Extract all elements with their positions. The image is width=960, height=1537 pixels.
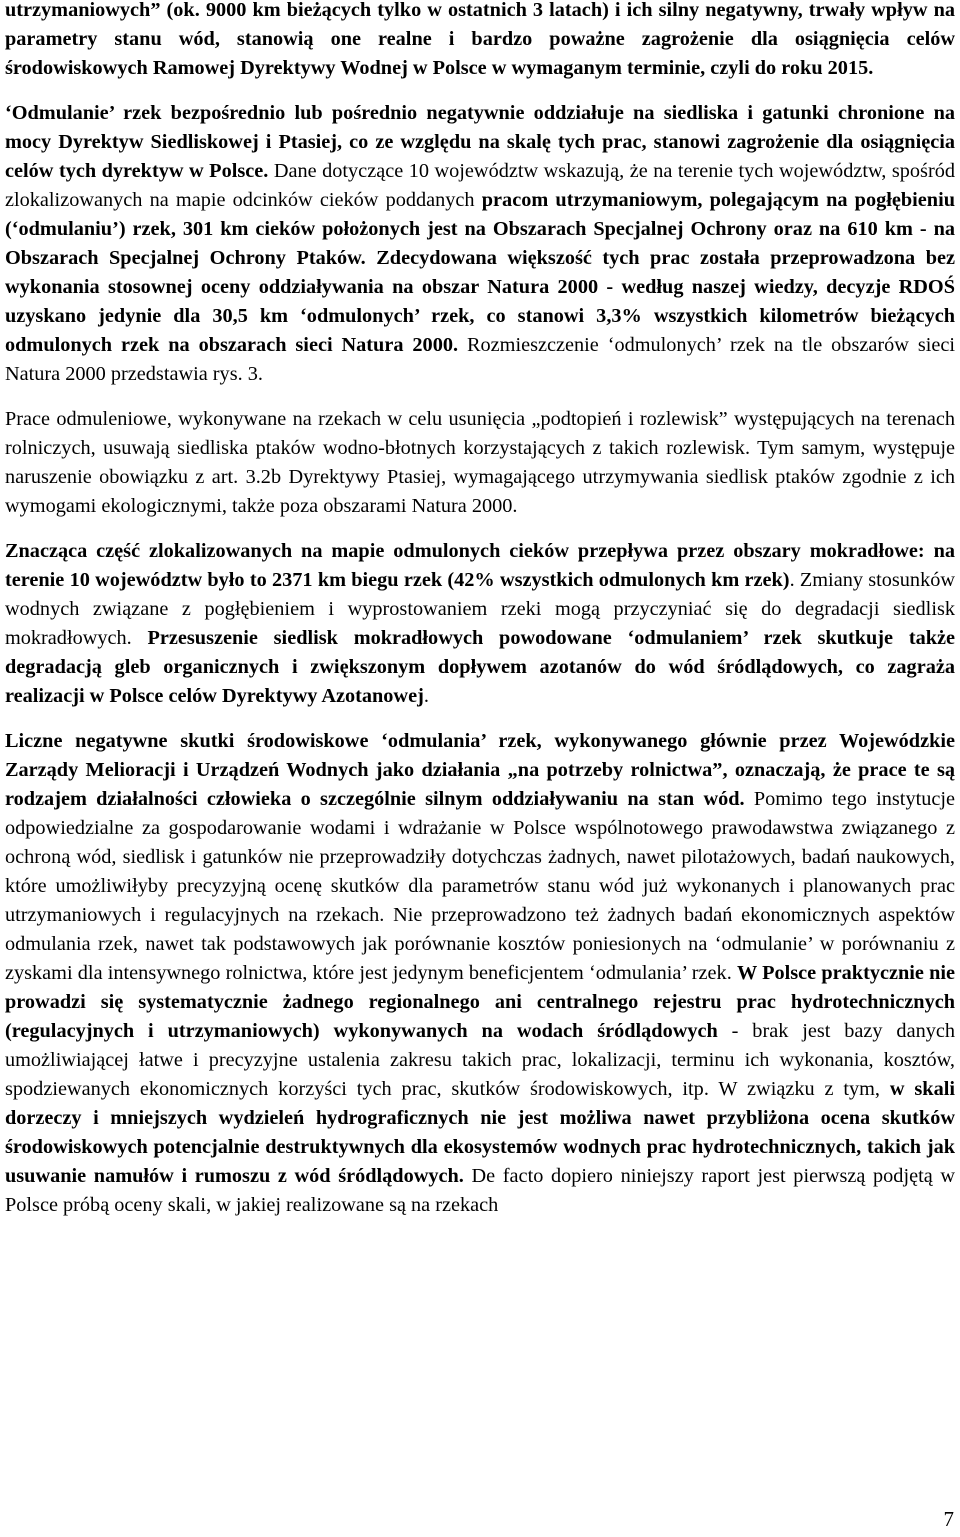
text-segment: . Zmiany stosunków wodnych związane z pogłębieniem i wyprostowaniem rzeki mogą przyczyniać się do degradacji siedlisk mokradłowych. — [5, 569, 956, 649]
paragraph — [5, 0, 955, 83]
bold-text-segment: utrzymaniowych” (ok. 9000 km bieżących tylko w ostatnich 3 latach) i ich silny negatywny, trwały wpływ na parametry stanu wód, stanowią one realne i bardzo poważne zagrożenie dla osiągnięcia celów środowiskowych Ramowej Dyrektywy Wodnej w Polsce w wymaganym terminie, czyli do roku 2015. — [5, 0, 955, 79]
body-text — [5, 0, 955, 1220]
text-segment: . — [423, 685, 429, 707]
bold-text-segment: w skali dorzeczy i mniejszych wydzieleń hydrograficznych nie jest możliwa nawet przybliżona ocena skutków środowiskowych potencjalnie destruktywnych dla ekosystemów wodnych prac hydrotechnicznych, takich jak usuwanie namułów i rumoszu z wód śródlądowych. — [5, 1078, 955, 1187]
bold-text-segment: ‘Odmulanie’ rzek bezpośrednio lub pośrednio negatywnie oddziałuje na siedliska i gatunki chronione na mocy Dyrektyw Siedliskowej i Ptasiej, co ze względu na skalę tych prac, stanowi zagrożenie dla osiągnięcia celów tych dyrektyw w Polsce. — [5, 102, 955, 182]
paragraph — [5, 537, 955, 711]
page-number: 7 — [943, 1507, 954, 1531]
document-page — [5, 0, 955, 1236]
paragraph — [5, 99, 955, 389]
bold-text-segment: W Polsce praktycznie nie prowadzi się systematycznie żadnego regionalnego ani centralnego rejestru prac hydrotechnicznych (regulacyjnych i utrzymaniowych) wykonywanych na wodach śródlądowych — [5, 962, 956, 1042]
bold-text-segment: Znacząca część zlokalizowanych na mapie odmulonych cieków przepływa przez obszary mokradłowe: na terenie 10 województw było to 2371 km biegu rzek (42% wszystkich odmulonych km rzek) — [5, 540, 955, 591]
text-segment: Pomimo tego instytucje odpowiedzialne za gospodarowanie wodami i wdrażanie w Polsce wspólnotowego prawodawstwa związanego z ochroną wód, siedlisk i gatunków nie przeprowadziły dotychczas żadnych, nawet pilotażowych, badań naukowych, które umożliwiłyby precyzyjną ocenę skutków dla parametrów stanu wód już wykonanych i planowanych prac utrzymaniowych i regulacyjnych na rzekach. Nie przeprowadzono też żadnych badań ekonomicznych aspektów odmulania rzek, nawet tak podstawowych jak porównanie kosztów poniesionych na ‘odmulanie’ w porównaniu z zyskami dla intensywnego rolnictwa, które jest jedynym beneficjentem ‘odmulania’ rzek. — [5, 788, 955, 984]
text-segment: Prace odmuleniowe, wykonywane na rzekach w celu usunięcia „podtopień i rozlewisk” występujących na terenach rolniczych, usuwają siedliska ptaków wodno-błotnych korzystających z takich rozlewisk. Tym samym, występuje naruszenie obowiązku z art. 3.2b Dyrektywy Ptasiej, wymagającego utrzymywania siedlisk ptaków zgodnie z ich wymogami ekologicznymi, także poza obszarami Natura 2000. — [5, 408, 955, 517]
text-segment: Dane dotyczące 10 województw wskazują, że na terenie tych województw, spośród zlokalizowanych na mapie odcinków cieków poddanych — [5, 160, 955, 211]
text-segment: - brak jest bazy danych umożliwiającej łatwe i precyzyjne ustalenia zakresu takich prac, lokalizacji, terminu ich wykonania, kosztów, spodziewanych ekonomicznych korzyści tych prac, skutków środowiskowych, itp. W związku z tym, — [5, 1020, 955, 1100]
paragraph — [5, 405, 955, 521]
bold-text-segment: Przesuszenie siedlisk mokradłowych powodowane ‘odmulaniem’ rzek skutkuje także degradacją gleb organicznych i zwiększonym dopływem azotanów do wód śródlądowych, co zagraża realizacji w Polsce celów Dyrektywy Azotanowej — [5, 627, 955, 707]
text-segment: Rozmieszczenie ‘odmulonych’ rzek na tle obszarów sieci Natura 2000 przedstawia rys. 3. — [5, 334, 955, 385]
paragraph — [5, 727, 955, 1220]
bold-text-segment: pracom utrzymaniowym, polegającym na pogłębieniu (‘odmulaniu’) rzek, 301 km cieków położonych jest na Obszarach Specjalnej Ochrony oraz na 610 km - na Obszarach Specjalnej Ochrony Ptaków. Zdecydowana większość tych prac została przeprowadzona bez wykonania stosownej oceny oddziaływania na obszar Natura 2000 - według naszej wiedzy, decyzje RDOŚ uzyskano jedynie dla 30,5 km ‘odmulonych’ rzek, co stanowi 3,3% wszystkich kilometrów bieżących odmulonych rzek na obszarach sieci Natura 2000. — [5, 189, 955, 356]
bold-text-segment: Liczne negatywne skutki środowiskowe ‘odmulania’ rzek, wykonywanego głównie przez Wojewódzkie Zarządy Melioracji i Urządzeń Wodnych jako działania „na potrzeby rolnictwa”, oznaczają, że prace te są rodzajem działalności człowieka o szczególnie silnym oddziaływaniu na stan wód. — [5, 730, 955, 810]
text-segment: De facto dopiero niniejszy raport jest pierwszą podjętą w Polsce próbą oceny skali, w jakiej realizowane są na rzekach — [5, 1165, 956, 1216]
